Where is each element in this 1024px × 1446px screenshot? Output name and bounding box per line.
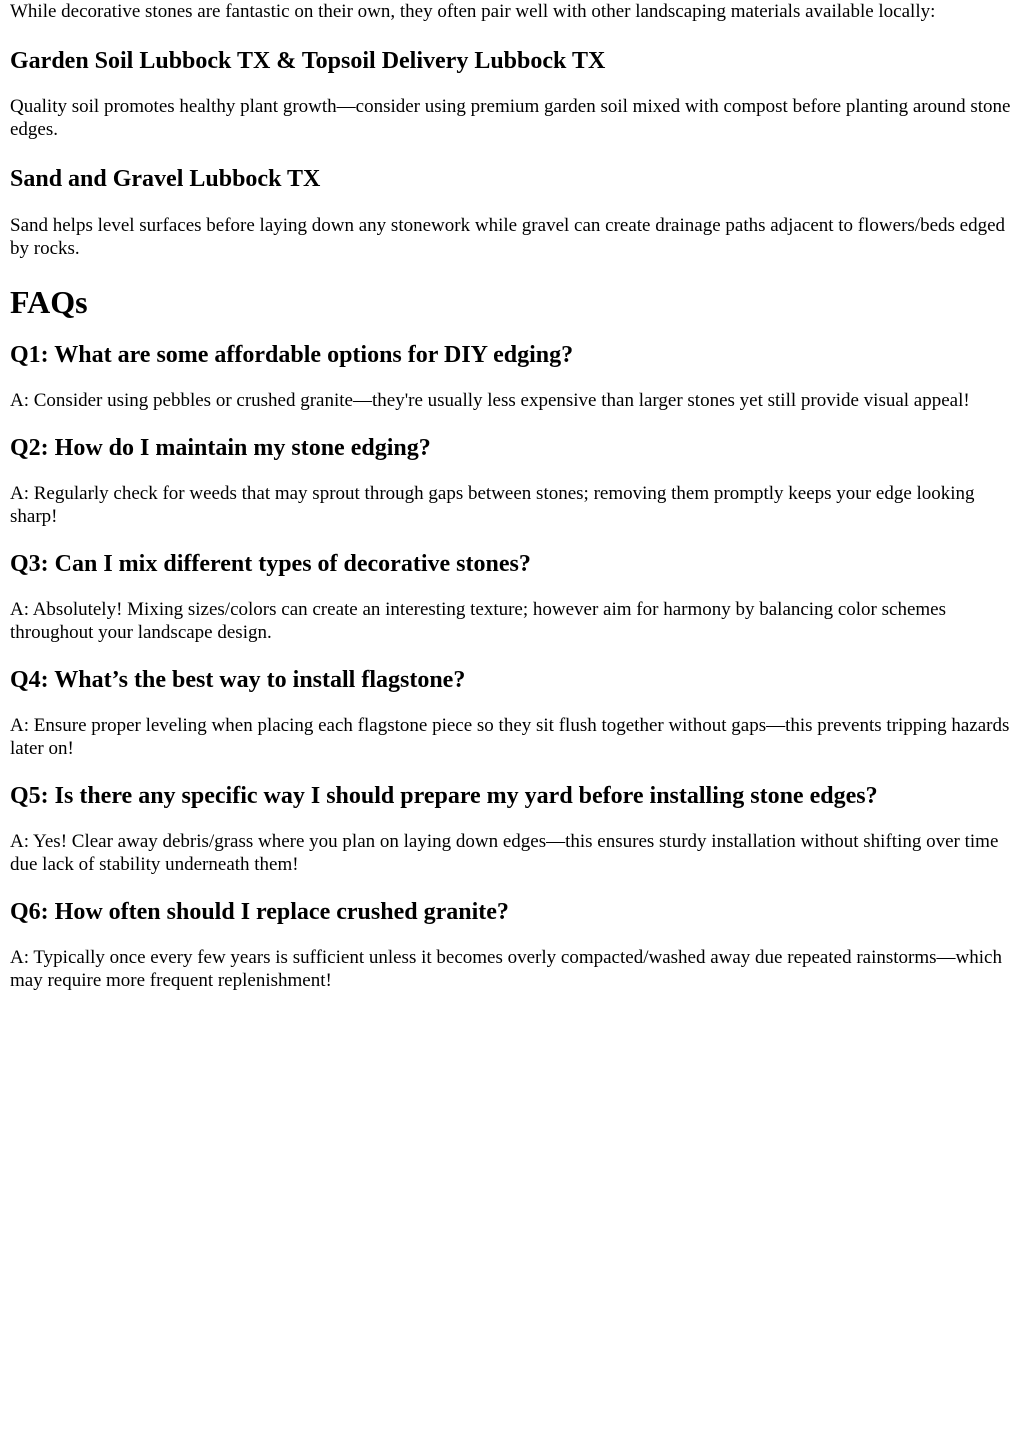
section-paragraph-garden-soil: Quality soil promotes healthy plant growth—consider using premium garden soil mixed with compost before planting around stone edges. [10,96,1011,140]
faq-item [10,434,1014,528]
faq-question: Q2: How do I maintain my stone edging? [10,435,431,461]
faq-question: Q5: Is there any specific way I should prepare my yard before installing stone edges? [10,783,878,809]
section-heading-garden-soil: Garden Soil Lubbock TX & Topsoil Delivery Lubbock TX [10,48,606,74]
faq-list [10,341,1014,992]
faq-answer: A: Typically once every few years is sufficient unless it becomes overly compacted/washed away due repeated rainstorms—which may require more frequent replenishment! [10,947,1002,991]
faq-answer: A: Absolutely! Mixing sizes/colors can create an interesting texture; however aim for harmony by balancing color schemes throughout your landscape design. [10,599,946,643]
faq-answer: A: Consider using pebbles or crushed granite—they're usually less expensive than larger stones yet still provide visual appeal! [10,390,970,411]
section-paragraph-sand-gravel: Sand helps level surfaces before laying down any stonework while gravel can create drainage paths adjacent to flowers/beds edged by rocks. [10,215,1006,259]
faq-item [10,782,1014,876]
faq-question: Q3: Can I mix different types of decorative stones? [10,551,531,577]
faq-answer: A: Ensure proper leveling when placing each flagstone piece so they sit flush together without gaps—this prevents tripping hazards later on! [10,715,1010,759]
section-heading-sand-gravel: Sand and Gravel Lubbock TX [10,166,321,192]
faq-question: Q6: How often should I replace crushed granite? [10,899,509,925]
faq-heading: FAQs [10,284,88,320]
faq-item [10,666,1014,760]
intro-paragraph: While decorative stones are fantastic on their own, they often pair well with other landscaping materials available locally: [10,1,936,22]
faq-item [10,341,1014,412]
faq-question: Q1: What are some affordable options for DIY edging? [10,342,574,368]
faq-item [10,550,1014,644]
faq-answer: A: Regularly check for weeds that may sprout through gaps between stones; removing them promptly keeps your edge looking sharp! [10,483,975,527]
faq-question: Q4: What’s the best way to install flagstone? [10,667,466,693]
faq-item [10,898,1014,992]
faq-answer: A: Yes! Clear away debris/grass where you plan on laying down edges—this ensures sturdy installation without shifting over time due lack of stability underneath them! [10,831,999,875]
